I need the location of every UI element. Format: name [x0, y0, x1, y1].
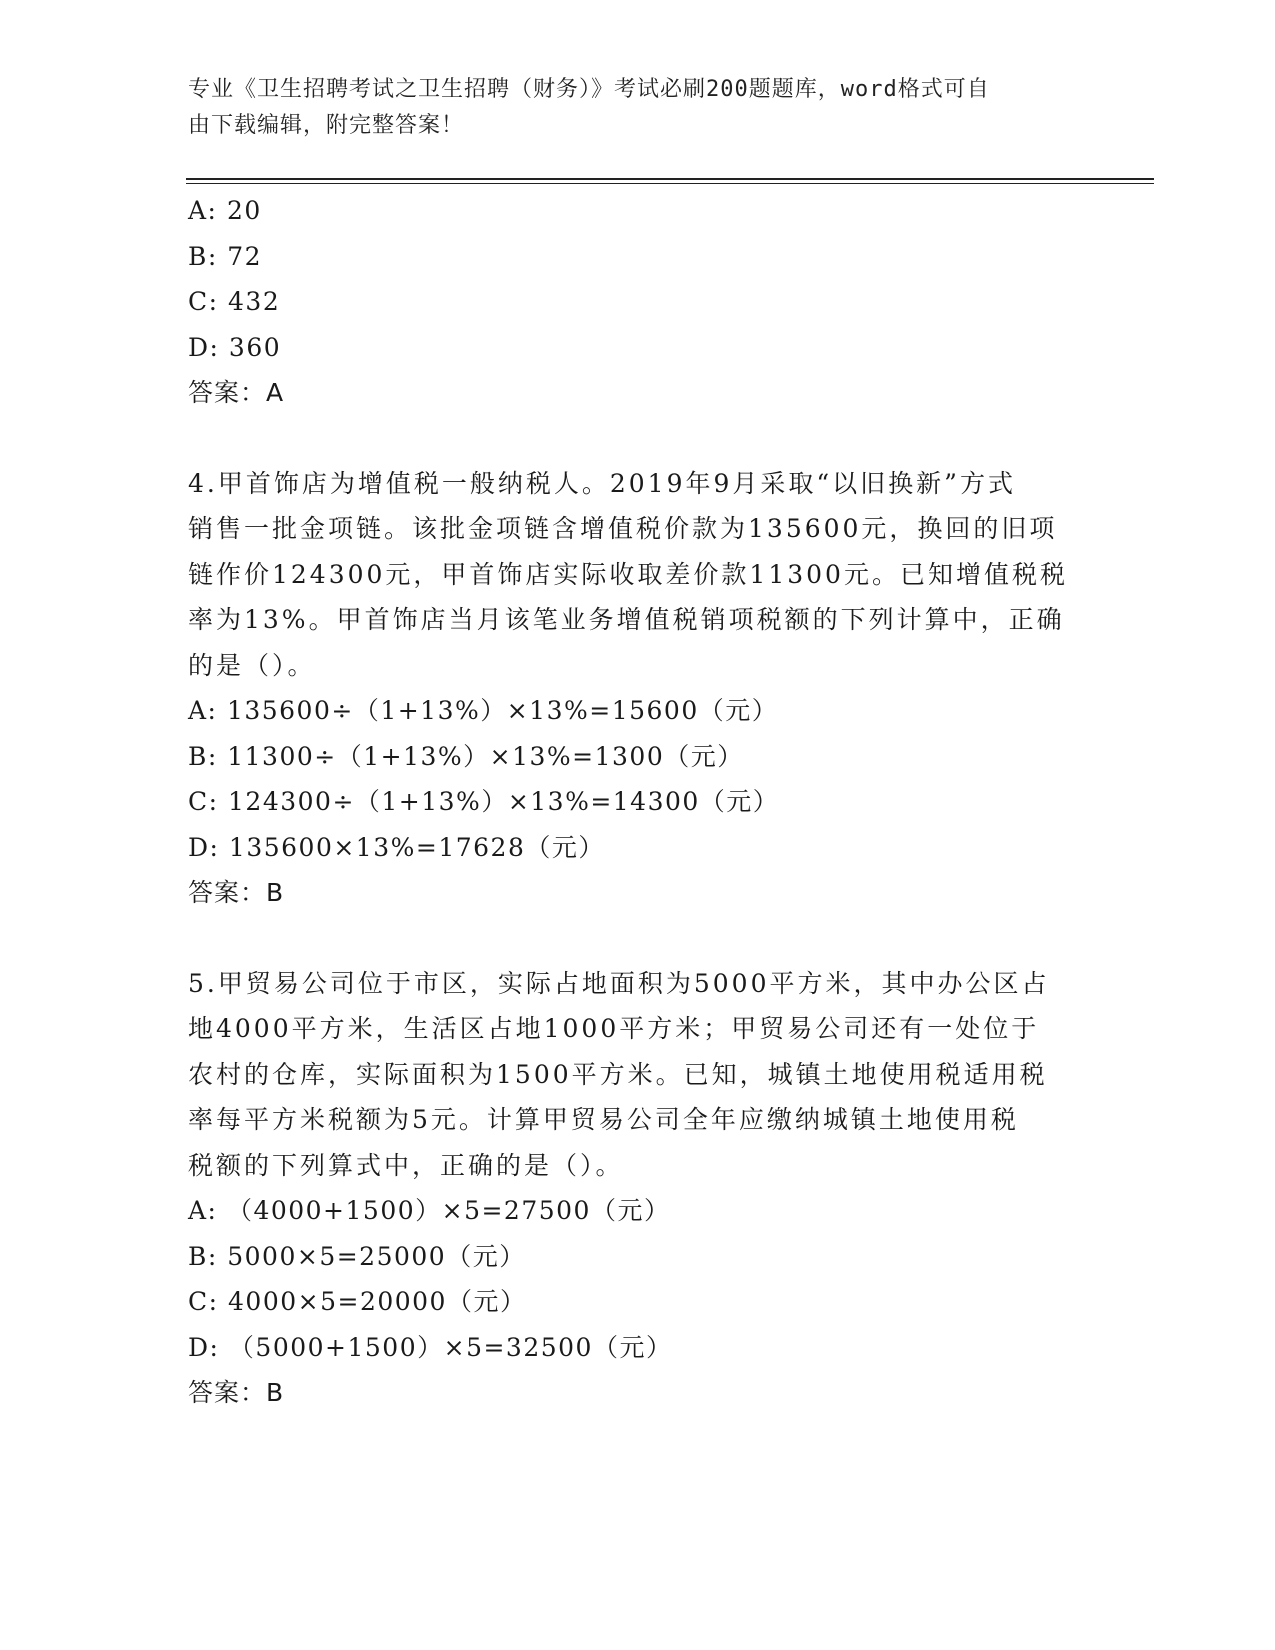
answer: 答案：B: [188, 1378, 285, 1407]
stem-line: 率为13%。甲首饰店当月该笔业务增值税销项税额的下列计算中，正确: [188, 605, 1065, 634]
answer: 答案：A: [188, 378, 285, 407]
stem-line: 5.甲贸易公司位于市区，实际占地面积为5000平方米，其中办公区占: [188, 968, 1050, 998]
option-d: D: 360: [188, 332, 282, 362]
question-5: [188, 961, 1088, 1416]
question-4: [188, 461, 1088, 916]
option-d: D: 135600×13%=17628（元）: [188, 832, 605, 862]
question-3: [188, 188, 1088, 416]
option-b: B: 5000×5=25000（元）: [188, 1241, 526, 1271]
option-c: C: 432: [188, 287, 281, 316]
stem-line: 销售一批金项链。该批金项链含增值税价款为135600元，换回的旧项: [188, 514, 1058, 543]
stem-line: 农村的仓库，实际面积为1500平方米。已知，城镇土地使用税适用税: [188, 1059, 1048, 1089]
question-stem: [188, 461, 1088, 689]
stem-line: 地4000平方米，生活区占地1000平方米；甲贸易公司还有一处位于: [188, 1014, 1040, 1043]
option-a: A: 20: [188, 196, 262, 225]
option-a: A: 135600÷（1+13%）×13%=15600（元）: [188, 696, 779, 725]
answer: 答案：B: [188, 878, 285, 907]
option-d: D: （5000+1500）×5=32500（元）: [188, 1332, 673, 1362]
header-line-2: 由下载编辑，附完整答案！: [188, 113, 465, 138]
option-c: C: 124300÷（1+13%）×13%=14300（元）: [188, 787, 780, 816]
option-b: B: 11300÷（1+13%）×13%=1300（元）: [188, 741, 744, 771]
header-line-1: 专业《卫生招聘考试之卫生招聘（财务）》考试必刷200题题库，word格式可自: [188, 77, 990, 102]
stem-line: 4.甲首饰店为增值税一般纳税人。2019年9月采取“以旧换新”方式: [188, 468, 1016, 498]
option-c: C: 4000×5=20000（元）: [188, 1287, 527, 1316]
document-body: [188, 188, 1088, 1416]
stem-line: 率每平方米税额为5元。计算甲贸易公司全年应缴纳城镇土地使用税: [188, 1105, 1019, 1134]
stem-line: 税额的下列算式中，正确的是（）。: [188, 1150, 624, 1180]
page-header: [188, 72, 1068, 144]
header-divider: [186, 178, 1154, 184]
stem-line: 的是（）。: [188, 650, 316, 680]
option-b: B: 72: [188, 241, 263, 271]
option-a: A: （4000+1500）×5=27500（元）: [188, 1196, 671, 1225]
stem-line: 链作价124300元，甲首饰店实际收取差价款11300元。已知增值税税: [188, 559, 1068, 589]
question-stem: [188, 961, 1088, 1189]
